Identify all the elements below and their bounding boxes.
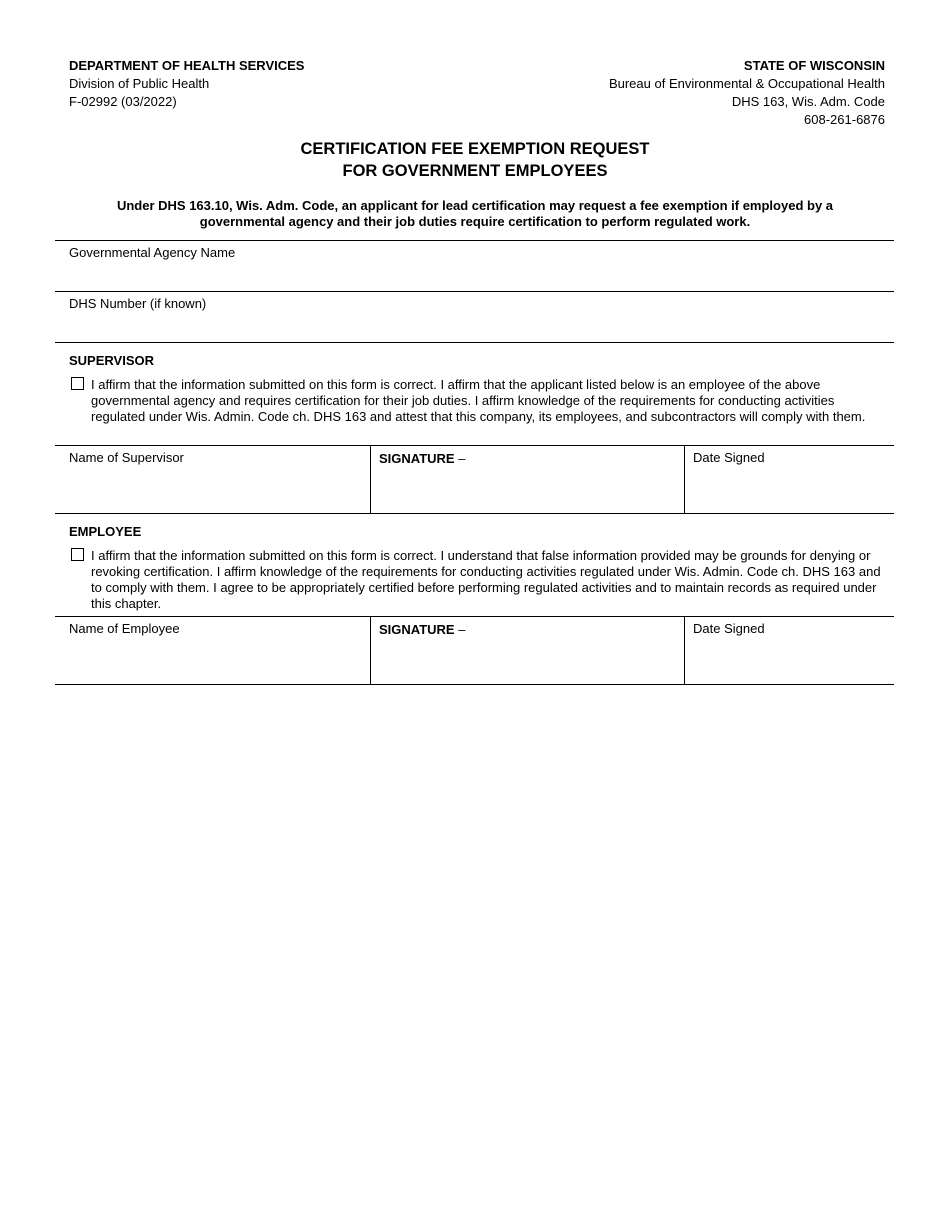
supervisor-heading: SUPERVISOR — [69, 353, 155, 368]
department-name: DEPARTMENT OF HEALTH SERVICES — [69, 58, 305, 73]
divider — [684, 445, 685, 514]
divider — [370, 445, 371, 514]
employee-date-field[interactable]: Date Signed — [693, 621, 765, 636]
divider — [55, 445, 894, 446]
divider — [55, 342, 894, 343]
header-right — [609, 57, 885, 129]
employee-affirmation: I affirm that the information submitted on this form is correct. I understand that false information provided may be grounds for denying or revoking certification. I affirm knowledge of the requirements for conducting activities regulated under Wis. Admin. Code ch. DHS 163 and to comply with them. I agree to be appropriately certified before performing regulated activities and to maintain records as required under this chapter. — [91, 548, 881, 611]
employee-name-field[interactable]: Name of Employee — [69, 621, 180, 636]
employee-signature-dash: – — [454, 622, 466, 637]
supervisor-signature-label: SIGNATURE — [379, 451, 455, 466]
dhs-number-field[interactable]: DHS Number (if known) — [69, 296, 207, 311]
divider — [684, 616, 685, 685]
form-title-line2: FOR GOVERNMENT EMPLOYEES — [342, 162, 608, 180]
supervisor-signature-field[interactable] — [379, 451, 465, 466]
divider — [55, 684, 894, 685]
employee-signature-field[interactable] — [379, 622, 465, 637]
form-title-line1: CERTIFICATION FEE EXEMPTION REQUEST — [300, 140, 650, 158]
supervisor-signature-dash: – — [454, 451, 466, 466]
form-title — [0, 138, 950, 182]
employee-affirm-checkbox[interactable] — [71, 548, 84, 561]
intro-text: Under DHS 163.10, Wis. Adm. Code, an applicant for lead certification may request a fee exemption if employed by a governmental agency and their job duties require certification to perform regulated work. — [116, 198, 834, 229]
divider — [55, 240, 894, 241]
divider — [55, 616, 894, 617]
state-name: STATE OF WISCONSIN — [743, 58, 885, 73]
form-number: F-02992 (03/2022) — [69, 94, 177, 109]
supervisor-name-field[interactable]: Name of Supervisor — [69, 450, 184, 465]
divider — [55, 513, 894, 514]
supervisor-affirmation: I affirm that the information submitted on this form is correct. I affirm that the applicant listed below is an employee of the above governmental agency and requires certification for their job duties. I affirm knowledge of the requirements for conducting activities regulated under Wis. Admin. Code ch. DHS 163 and attest that this company, its employees, and subcontractors will comply with them. — [91, 377, 866, 424]
divider — [370, 616, 371, 685]
code-reference: DHS 163, Wis. Adm. Code — [731, 94, 885, 109]
employee-heading: EMPLOYEE — [69, 524, 142, 539]
bureau-name: Bureau of Environmental & Occupational Health — [608, 76, 885, 91]
supervisor-affirm-checkbox[interactable] — [71, 377, 84, 390]
divider — [55, 291, 894, 292]
header-left — [69, 57, 304, 111]
employee-signature-label: SIGNATURE — [379, 622, 455, 637]
supervisor-date-field[interactable]: Date Signed — [693, 450, 765, 465]
division-name: Division of Public Health — [69, 76, 210, 91]
phone-number: 608-261-6876 — [804, 112, 885, 127]
agency-name-field[interactable]: Governmental Agency Name — [69, 245, 236, 260]
